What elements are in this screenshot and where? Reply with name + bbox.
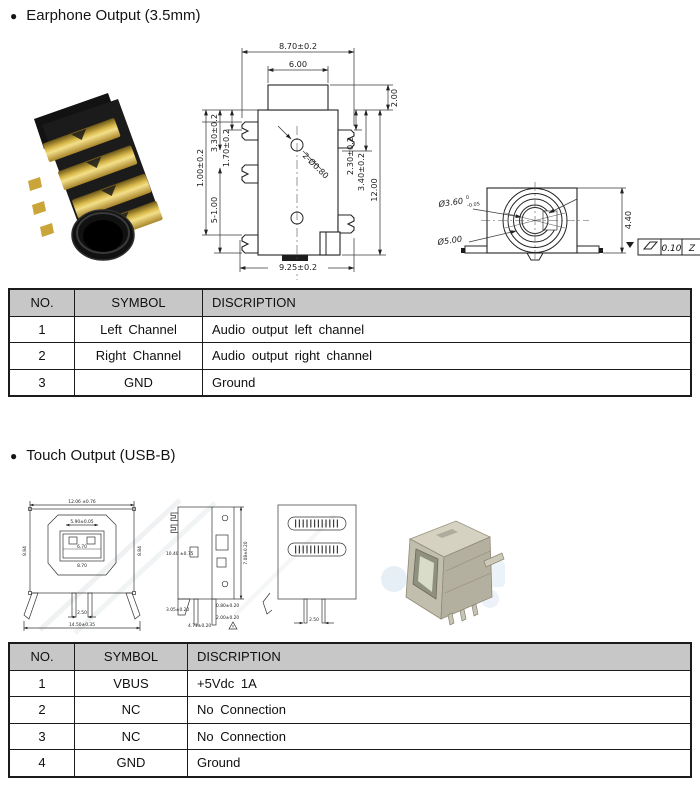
- dim-label: 2-Ø0.80: [300, 150, 331, 181]
- jack-cap-outline: [268, 85, 328, 110]
- jack-barrel: [72, 210, 134, 260]
- dim-label: Ø5.00: [436, 233, 463, 247]
- table-row: [10, 369, 690, 396]
- table-row: [10, 670, 690, 697]
- dim-label: 10.40 ±0.75: [166, 552, 194, 557]
- column-header-description: DISCRIPTION: [187, 644, 690, 670]
- column-header-symbol: SYMBOL: [74, 644, 187, 670]
- datum-letter: Z: [688, 244, 696, 254]
- cell-symbol: VBUS: [74, 671, 187, 697]
- column-header-description: DISCRIPTION: [202, 290, 690, 316]
- dim-label: 12.00: [369, 178, 379, 202]
- bullet-icon: ●: [10, 448, 18, 463]
- claw-left-3: [242, 235, 258, 253]
- cell-description: No Connection: [187, 724, 690, 750]
- cell-symbol: Right Channel: [74, 343, 202, 369]
- table-row: [10, 696, 690, 723]
- column-header-no: NO.: [30, 649, 54, 665]
- table-row: [10, 749, 690, 776]
- claw-left-2: [242, 165, 258, 183]
- cell-description: Ground: [187, 750, 690, 776]
- dim-d360-group: [437, 193, 480, 213]
- usb-pin: [460, 609, 466, 621]
- usb-photo-image: [380, 499, 505, 631]
- cell-symbol: NC: [74, 697, 187, 723]
- table-header-row: [10, 290, 690, 316]
- jack-solder-pins: [28, 177, 54, 237]
- bottom-pad: [282, 255, 308, 261]
- table-row: [10, 723, 690, 750]
- dim-label: 3.40±0.2: [356, 152, 366, 192]
- dim-tol-sup: 0: [465, 194, 470, 202]
- dim-label: 8.70: [77, 564, 87, 569]
- table-row: [10, 342, 690, 369]
- cell-no: 3: [38, 728, 46, 744]
- dim-label: 9.25±0.2: [278, 262, 318, 272]
- bottom-block: [320, 232, 340, 255]
- jack-photo-image: [20, 85, 200, 265]
- dim-label: 6.70: [77, 545, 87, 550]
- section-title-earphone: [10, 7, 201, 24]
- dim-label: 1.00±0.2: [195, 148, 205, 188]
- dim-label: 2.00: [389, 88, 399, 108]
- cell-description: Audio output right channel: [202, 343, 690, 369]
- column-header-symbol: SYMBOL: [74, 290, 202, 316]
- tolerance-value: 0.10: [661, 244, 682, 254]
- cell-description: +5Vdc 1A: [187, 671, 690, 697]
- page-title: Earphone Output (3.5mm): [26, 7, 201, 24]
- cell-symbol: Left Channel: [74, 317, 202, 343]
- cell-no: 1: [38, 321, 46, 337]
- dim-label: 4.71±0.20: [188, 624, 212, 629]
- usb-back-drawing: [258, 497, 368, 632]
- dim-label: 3.05±0.20: [166, 608, 190, 613]
- dim-label: 2.50: [309, 618, 319, 623]
- jack-side-drawing: [190, 38, 435, 290]
- claw-right-2: [338, 215, 354, 233]
- cell-description: No Connection: [187, 697, 690, 723]
- cell-description: Ground: [202, 370, 690, 396]
- usb-pin: [448, 613, 454, 625]
- dim-label: 2.50: [77, 611, 87, 616]
- dim-label: 5-1.00: [209, 196, 219, 224]
- bullet-icon: ●: [10, 8, 18, 23]
- dim-label: 3.30±0.2: [209, 113, 219, 153]
- usb-pinout-table: [8, 642, 692, 778]
- dim-label: Ø3.60: [437, 195, 464, 209]
- section-title: Touch Output (USB-B): [26, 447, 176, 464]
- cell-no: 3: [38, 374, 46, 390]
- dim-label: 6.00: [288, 59, 308, 69]
- usb-side-drawing: [166, 497, 251, 632]
- dim-label: 4.40: [623, 210, 633, 230]
- usb-pin: [472, 604, 478, 616]
- usb-front-drawing: [22, 497, 145, 632]
- tolerance-frame: [626, 239, 700, 255]
- table-row: [10, 316, 690, 343]
- cell-symbol: NC: [74, 724, 187, 750]
- cell-no: 4: [38, 755, 46, 771]
- dim-label: 0.80±0.20: [216, 604, 240, 609]
- dim-label: 1.70±0.2: [221, 128, 231, 168]
- table-header-row: [10, 644, 690, 670]
- dim-label: 7.08±0.20: [244, 541, 249, 565]
- earphone-pinout-table: [8, 288, 692, 397]
- dim-label: 12.06 ±0.76: [68, 500, 96, 505]
- flatness-symbol-icon: [644, 242, 657, 249]
- cell-no: 2: [38, 702, 46, 718]
- cell-description: Audio output left channel: [202, 317, 690, 343]
- cell-symbol: GND: [74, 750, 187, 776]
- column-header-no: NO.: [30, 295, 54, 311]
- dim-tol-sub: -0.05: [466, 201, 481, 210]
- cell-no: 1: [38, 675, 46, 691]
- section-title-usb: [10, 447, 175, 464]
- dim-label: 8.70±0.2: [278, 41, 318, 51]
- dim-label: 2.00±0.20: [216, 616, 240, 621]
- dim-label: 8.84: [138, 546, 143, 556]
- dim-label: 2.30±0.2: [345, 136, 355, 176]
- jack-front-drawing: [425, 167, 700, 267]
- cell-no: 2: [38, 348, 46, 364]
- cell-symbol: GND: [74, 370, 202, 396]
- datum-triangle-icon: [626, 242, 634, 248]
- dim-label: 5.90±0.05: [70, 520, 94, 525]
- dim-label: 8.84: [23, 546, 28, 556]
- claw-left-1: [242, 122, 258, 140]
- dim-label: 14.50±0.35: [68, 623, 96, 628]
